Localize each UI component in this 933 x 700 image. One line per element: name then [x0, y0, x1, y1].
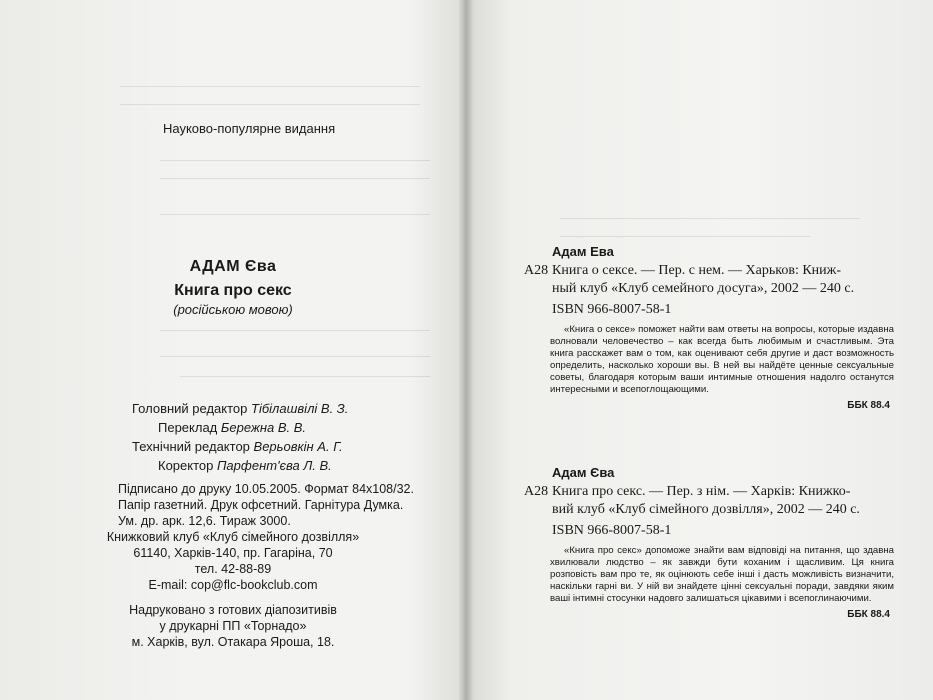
printer-block	[0, 602, 466, 650]
credit-name: Бережна В. В.	[220, 420, 307, 435]
credit-name: Тібілашвілі В. З.	[251, 401, 349, 416]
printer-line: у друкарні ПП «Торнадо»	[159, 619, 307, 633]
credit-role: Технічний редактор	[132, 439, 250, 454]
publisher-line: тел. 42-88-89	[194, 562, 272, 576]
credit-role: Переклад	[158, 420, 218, 435]
catalog-card-ukrainian	[524, 465, 894, 620]
card-code: А28	[524, 484, 549, 499]
card-bbk: ББК 88.4	[847, 400, 890, 411]
credit-role: Головний редактор	[132, 401, 248, 416]
card-isbn: ISBN 966-8007-58-1	[552, 523, 672, 538]
card-description	[524, 483, 894, 519]
catalog-card-russian	[524, 244, 894, 411]
card-abstract: «Книга про секс» допоможе знайти вам відповіді на питання, що здавна хвилювали людство – як завжди бути коханим і щасливим. Ця книга розповість вам про те, як оцінюють себе інші і дасть можливість визначити, наскільки гарні ви. У ній ви знайдете цінні сексуальні поради, завдяки яким ваші інтимні стосунки надовго залишаться цікавими і всепоглинаючими.	[550, 545, 894, 604]
publication-type: Науково-популярне видання	[163, 121, 336, 136]
card-author: Адам Ева	[552, 244, 614, 259]
card-isbn: ISBN 966-8007-58-1	[552, 302, 672, 317]
card-line: Книга про секс. — Пер. з нім. — Харків: Книжко-	[552, 484, 851, 499]
credit-name: Парфент'єва Л. В.	[217, 458, 332, 473]
publisher-line: 61140, Харків-140, пр. Гагаріна, 70	[133, 546, 333, 560]
left-page	[0, 0, 466, 700]
credit-role: Коректор	[158, 458, 214, 473]
card-line: вий клуб «Клуб сімейного дозвілля», 2002 — 240 с.	[552, 502, 860, 517]
printer-line: Надруковано з готових діапозитивів	[129, 603, 337, 617]
credit-row	[132, 456, 412, 475]
credit-row	[132, 399, 412, 418]
book-gutter	[458, 0, 474, 700]
card-bbk: ББК 88.4	[847, 609, 890, 620]
credits-block	[132, 399, 412, 475]
imprint-line: Ум. др. арк. 12,6. Тираж 3000.	[118, 514, 291, 528]
card-description	[524, 262, 894, 298]
book-author: АДАМ Єва	[189, 258, 277, 275]
card-abstract: «Книга о сексе» поможет найти вам ответы на вопросы, которые издавна волновали человечество – как всегда быть любимым и счастливым. Эта книга расскажет вам о том, как оценивают себя другие и даст возможность определить, насколько хороши вы. В ней вы найдёте ценные сексуальные советы, благодаря которым ваши интимные отношения надолго останутся интересными и всепоглощающими.	[550, 324, 894, 395]
printer-line: м. Харків, вул. Отакара Яроша, 18.	[131, 635, 335, 649]
credit-row	[132, 437, 412, 456]
language-note: (російською мовою)	[173, 302, 293, 317]
publisher-line: E-mail: cop@flc-bookclub.com	[148, 578, 318, 592]
card-line: ный клуб «Клуб семейного досуга», 2002 — 240 с.	[552, 281, 855, 296]
credit-row	[132, 418, 412, 437]
card-author: Адам Єва	[552, 465, 615, 480]
imprint-line: Підписано до друку 10.05.2005. Формат 84x108/32.	[118, 482, 414, 496]
publisher-line: Книжковий клуб «Клуб сімейного дозвілля»	[106, 530, 360, 544]
imprint-line: Папір газетний. Друк офсетний. Гарнітура Думка.	[118, 498, 404, 512]
credit-name: Верьовкін А. Г.	[253, 439, 343, 454]
publisher-block	[0, 529, 466, 593]
imprint-block	[118, 481, 414, 529]
card-code: А28	[524, 263, 549, 278]
book-title: Книга про секс	[174, 282, 292, 299]
card-line: Книга о сексе. — Пер. с нем. — Харьков: Книж-	[552, 263, 841, 278]
